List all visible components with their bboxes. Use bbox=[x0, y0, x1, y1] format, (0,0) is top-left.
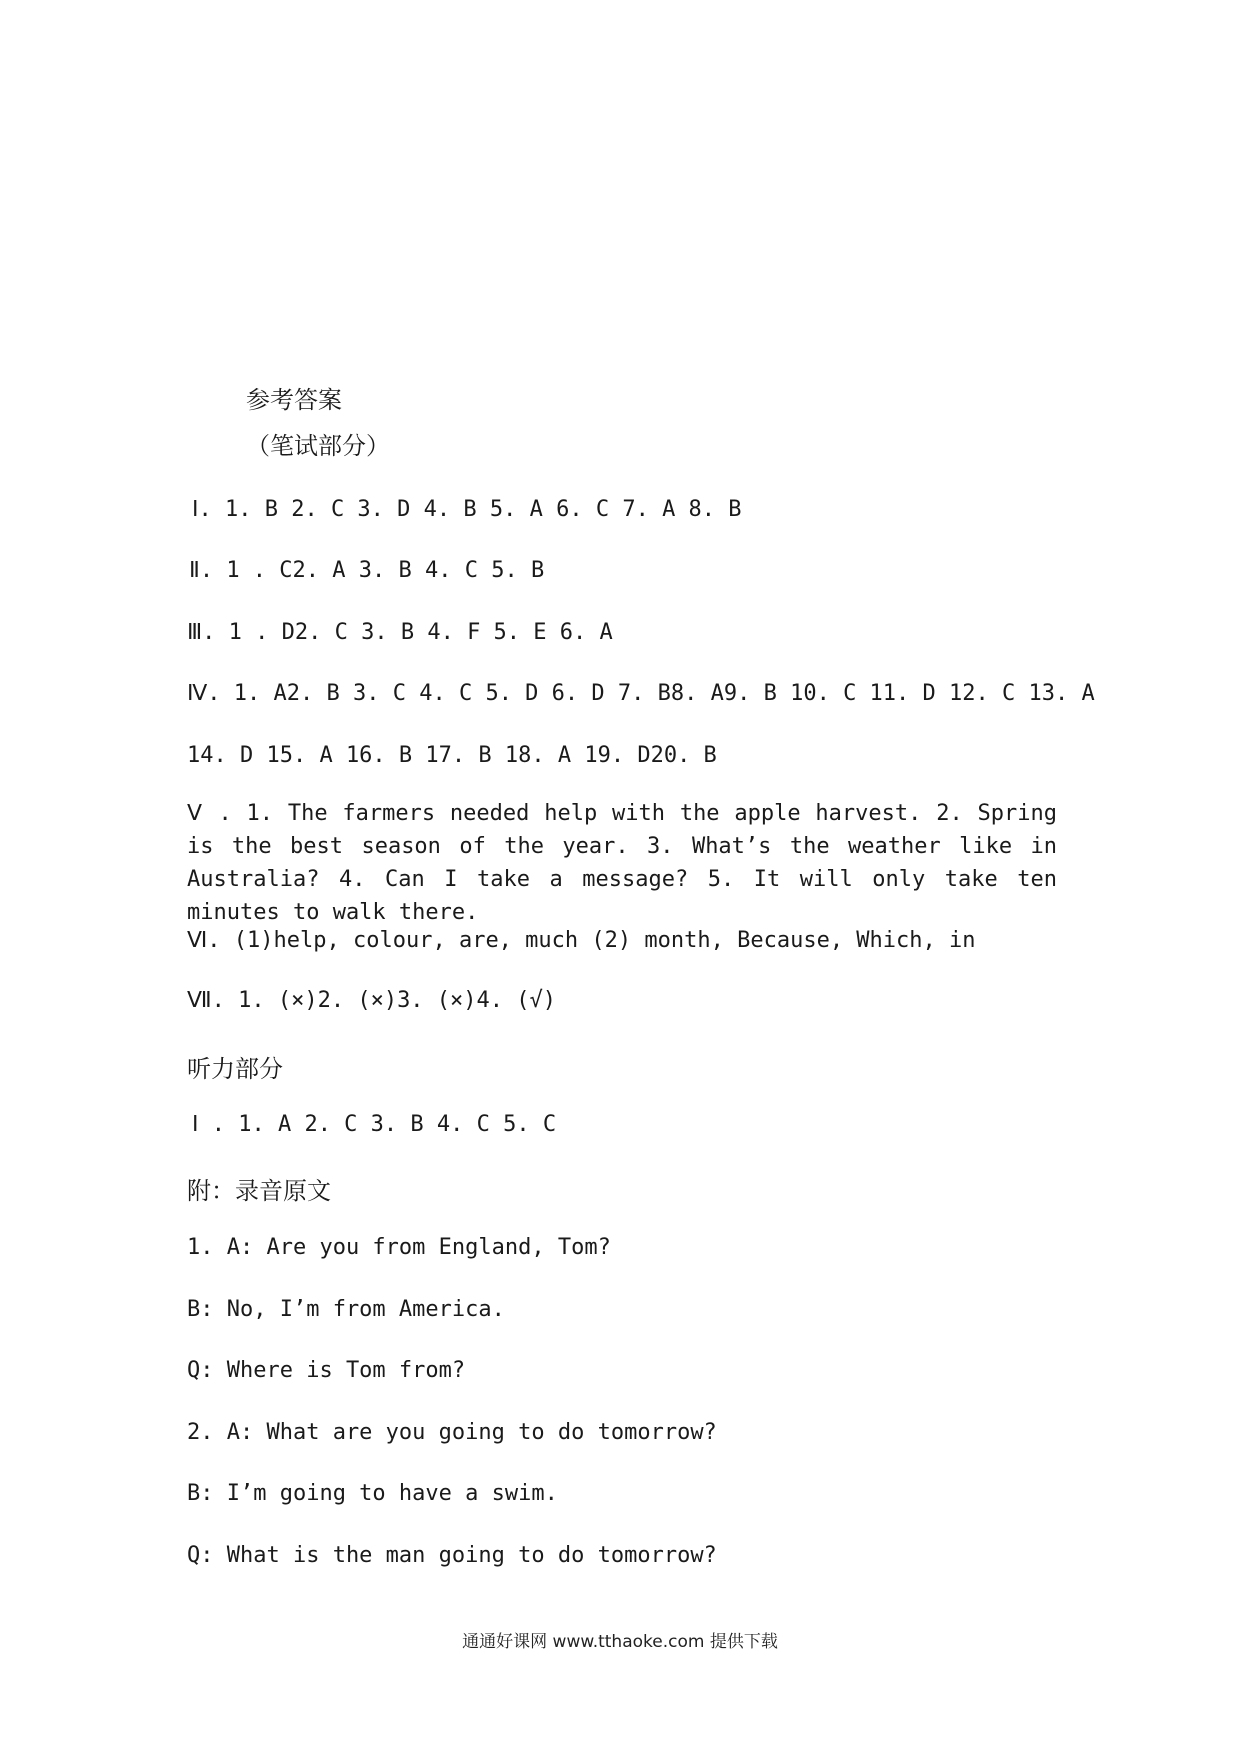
written-answers-part-7: Ⅶ. 1. (×)2. (×)3. (×)4. (√) bbox=[187, 988, 557, 1013]
listening-answers-part-1: Ⅰ . 1. A 2. C 3. B 4. C 5. C bbox=[192, 1112, 557, 1137]
written-answers-part-2: Ⅱ. 1 . C2. A 3. B 4. C 5. B bbox=[189, 558, 545, 583]
transcript-line: Q: What is the man going to do tomorrow? bbox=[187, 1543, 717, 1568]
listening-section-heading: 听力部分 bbox=[187, 1055, 283, 1083]
transcript-line: B: I’m going to have a swim. bbox=[187, 1481, 558, 1506]
transcript-line: 1. A: Are you from England, Tom? bbox=[187, 1235, 611, 1260]
transcript-line: Q: Where is Tom from? bbox=[187, 1358, 466, 1383]
written-answers-part-4b: 14. D 15. A 16. B 17. B 18. A 19. D20. B bbox=[187, 743, 717, 768]
written-answers-part-4a: Ⅳ. 1. A2. B 3. C 4. C 5. D 6. D 7. B8. A9. B 10. C 11. D 12. C 13. A bbox=[187, 681, 1095, 706]
written-answers-part-5: Ⅴ . 1. The farmers needed help with the apple harvest. 2. Spring is the best season of the year. 3. What’s the weather like in Australia? 4. Can I take a message? 5. It will only take ten minutes to walk there. bbox=[187, 801, 1057, 925]
download-footer: 通通好课网 www.tthaoke.com 提供下载 bbox=[462, 1632, 778, 1652]
written-answers-part-3: Ⅲ. 1 . D2. C 3. B 4. F 5. E 6. A bbox=[187, 620, 613, 645]
written-answers-part-6: Ⅵ. (1)help, colour, are, much (2) month, Because, Which, in bbox=[187, 928, 976, 953]
answer-key-title: 参考答案 bbox=[246, 386, 342, 414]
written-answers-part-1: Ⅰ. 1. B 2. C 3. D 4. B 5. A 6. C 7. A 8. B bbox=[192, 497, 742, 522]
transcript-line: B: No, I’m from America. bbox=[187, 1297, 505, 1322]
transcript-heading: 附：录音原文 bbox=[187, 1177, 331, 1205]
transcript-line: 2. A: What are you going to do tomorrow? bbox=[187, 1420, 717, 1445]
written-section-subtitle: （笔试部分） bbox=[246, 432, 390, 460]
